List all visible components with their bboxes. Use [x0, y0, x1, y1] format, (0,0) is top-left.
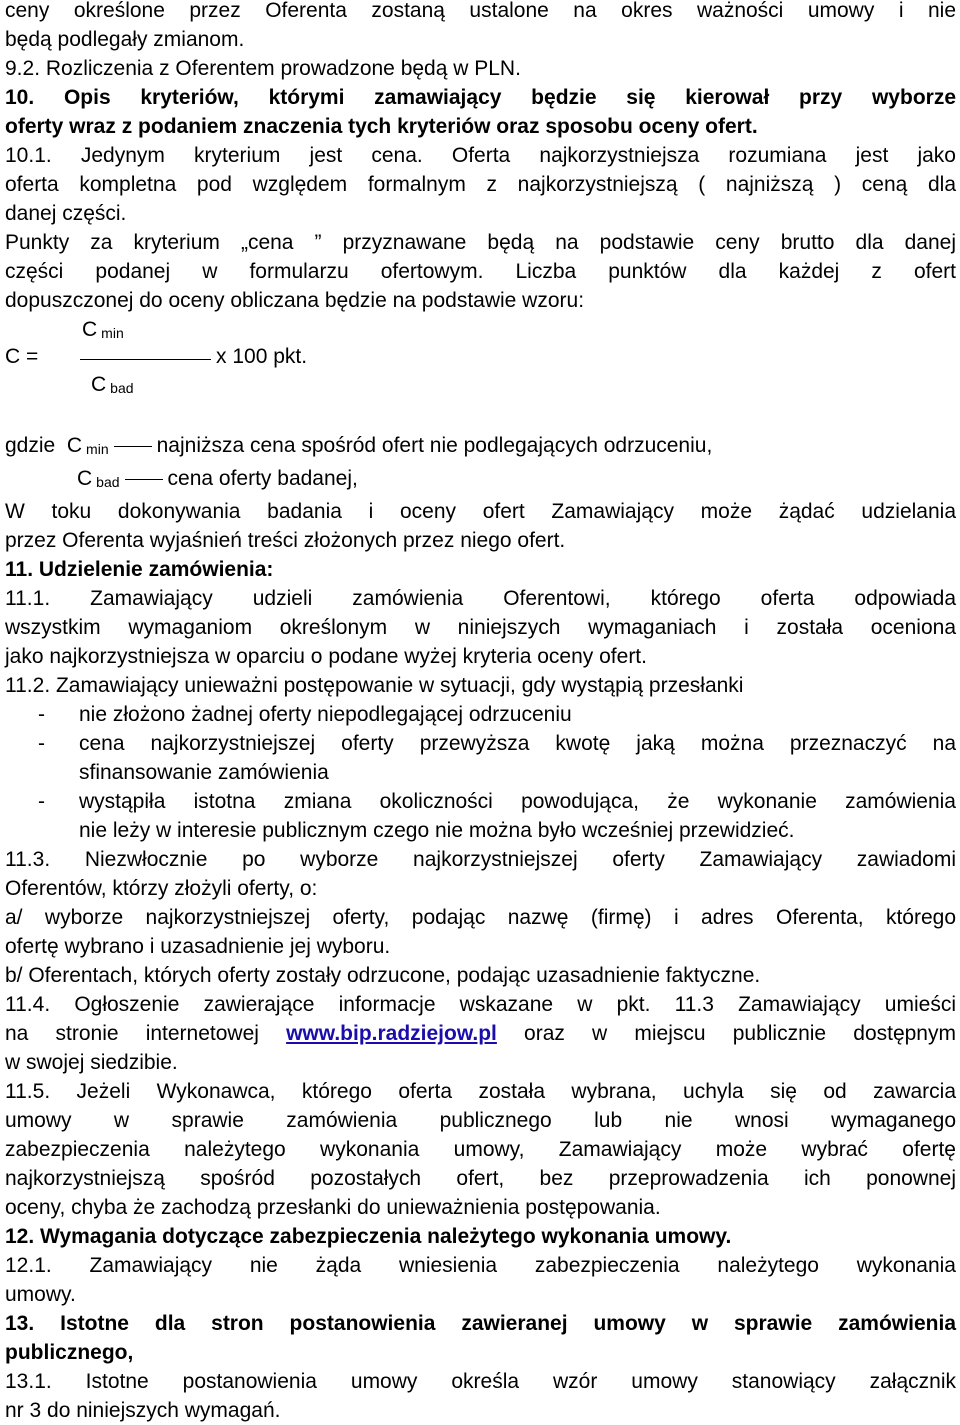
- heading-11: 11. Udzielenie zamówienia:: [5, 558, 274, 581]
- section-11-2: 11.2. Zamawiający unieważni postępowanie w sytuacji, gdy wystąpią przesłanki: [5, 674, 744, 697]
- text-line: jako najkorzystniejsza w oparciu o podane wyżej kryteria oceny ofert.: [5, 645, 647, 668]
- text-line: umowy w sprawie zamówienia publicznego lub nie wnosi wymaganego: [5, 1109, 956, 1132]
- text-line: oceny, chyba że zachodzą przesłanki do unieważnienia postępowania.: [5, 1196, 661, 1219]
- formula-multiplier: x 100 pkt.: [216, 345, 308, 368]
- text-line: danej części.: [5, 202, 127, 225]
- legend-cbad: C $_{bad}$ cena oferty badanej,: [77, 467, 358, 490]
- scoring-formula: [5, 315, 956, 431]
- legend-cmin: gdzie C $_{min}$ najniższa cena spośród ofert nie podlegających odrzuceniu,: [5, 434, 713, 457]
- text-line: będą podlegały zmianom.: [5, 28, 245, 51]
- section-9-2: 9.2. Rozliczenia z Oferentem prowadzone będą w PLN.: [5, 57, 521, 80]
- text-line: Oferentów, którzy złożyli oferty, o:: [5, 877, 318, 900]
- text-line: przez Oferenta wyjaśnień treści złożonych przez niego ofert.: [5, 529, 566, 552]
- numerator: C $_{min}$: [82, 318, 124, 341]
- text-line: W toku dokonywania badania i oceny ofert Zamawiający może żądać udzielania: [5, 500, 956, 523]
- text-line: ceny określone przez Oferenta zostaną ustalone na okres ważności umowy i nie: [5, 0, 956, 22]
- text-line: ofertę wybrano i uzasadnienie jej wyboru.: [5, 935, 391, 958]
- section-11-5: 11.5. Jeżeli Wykonawca, którego oferta została wybrana, uchyla się od zawarcia: [5, 1080, 956, 1103]
- heading-12: 12. Wymagania dotyczące zabezpieczenia należytego wykonania umowy.: [5, 1225, 732, 1248]
- section-10-1: 10.1. Jedynym kryterium jest cena. Oferta najkorzystniejsza rozumiana jest jako: [5, 144, 956, 167]
- bip-link[interactable]: www.bip.radziejow.pl: [286, 1022, 497, 1045]
- section-11-1: 11.1. Zamawiający udzieli zamówienia Oferentowi, którego oferta odpowiada: [5, 587, 956, 610]
- heading-13: 13. Istotne dla stron postanowienia zawieranej umowy w sprawie zamówienia: [5, 1312, 956, 1335]
- points-paragraph: Punkty za kryterium „cena ” przyznawane będą na podstawie ceny brutto dla danej: [5, 231, 956, 254]
- text-line: umowy.: [5, 1283, 76, 1306]
- dash-line: [114, 446, 152, 447]
- formula-lhs: C =: [5, 345, 39, 368]
- list-item: - nie złożono żadnej oferty niepodlegającej odrzuceniu: [38, 703, 572, 726]
- denominator: C $_{bad}$: [91, 373, 134, 396]
- section-13-1: 13.1. Istotne postanowienia umowy określa wzór umowy stanowiący załącznik: [5, 1370, 956, 1393]
- dash-line: [125, 479, 163, 480]
- heading-10: 10. Opis kryteriów, którymi zamawiający będzie się kierował przy wyborze: [5, 86, 956, 109]
- document-page: [5, 0, 956, 1425]
- text-line: części podanej w formularzu ofertowym. Liczba punktów dla każdej z ofert: [5, 260, 956, 283]
- fraction-bar: [80, 359, 211, 360]
- text-line: zabezpieczenia należytego wykonania umowy, Zamawiający może wybrać ofertę: [5, 1138, 956, 1161]
- text-line: oferta kompletna pod względem formalnym z najkorzystniejszą ( najniższą ) ceną dla: [5, 173, 956, 196]
- text-line: w swojej siedzibie.: [5, 1051, 178, 1074]
- text-line: wszystkim wymaganiom określonym w niniejszych wymaganiach i została oceniona: [5, 616, 956, 639]
- section-12-1: 12.1. Zamawiający nie żąda wniesienia zabezpieczenia należytego wykonania: [5, 1254, 956, 1277]
- text-line: na stronie internetowej www.bip.radziejow.pl oraz w miejscu publicznie dostępnym: [5, 1022, 956, 1045]
- heading-10-cont: oferty wraz z podaniem znaczenia tych kryteriów oraz sposobu oceny ofert.: [5, 115, 758, 138]
- heading-13-cont: publicznego,: [5, 1341, 134, 1364]
- text-line: nr 3 do niniejszych wymagań.: [5, 1399, 281, 1422]
- text-line: najkorzystniejszą spośród pozostałych ofert, bez przeprowadzenia ich ponownej: [5, 1167, 956, 1190]
- text-line: dopuszczonej do oceny obliczana będzie na podstawie wzoru:: [5, 289, 585, 312]
- item-a: a/ wyborze najkorzystniejszej oferty, podając nazwę (firmę) i adres Oferenta, którego: [5, 906, 956, 929]
- list-item: - cena najkorzystniejszej oferty przewyższa kwotę jaką można przeznaczyć na sfinansowanie zamówienia: [38, 732, 956, 784]
- list-item: - wystąpiła istotna zmiana okoliczności powodująca, że wykonanie zamówienia nie leży w interesie publicznym czego nie można było wcześniej przewidzieć.: [38, 790, 956, 842]
- section-11-3: 11.3. Niezwłocznie po wyborze najkorzystniejszej oferty Zamawiający zawiadomi: [5, 848, 956, 871]
- item-b: b/ Oferentach, których oferty zostały odrzucone, podając uzasadnienie faktyczne.: [5, 964, 761, 987]
- section-11-4: 11.4. Ogłoszenie zawierające informacje wskazane w pkt. 11.3 Zamawiający umieści: [5, 993, 956, 1016]
